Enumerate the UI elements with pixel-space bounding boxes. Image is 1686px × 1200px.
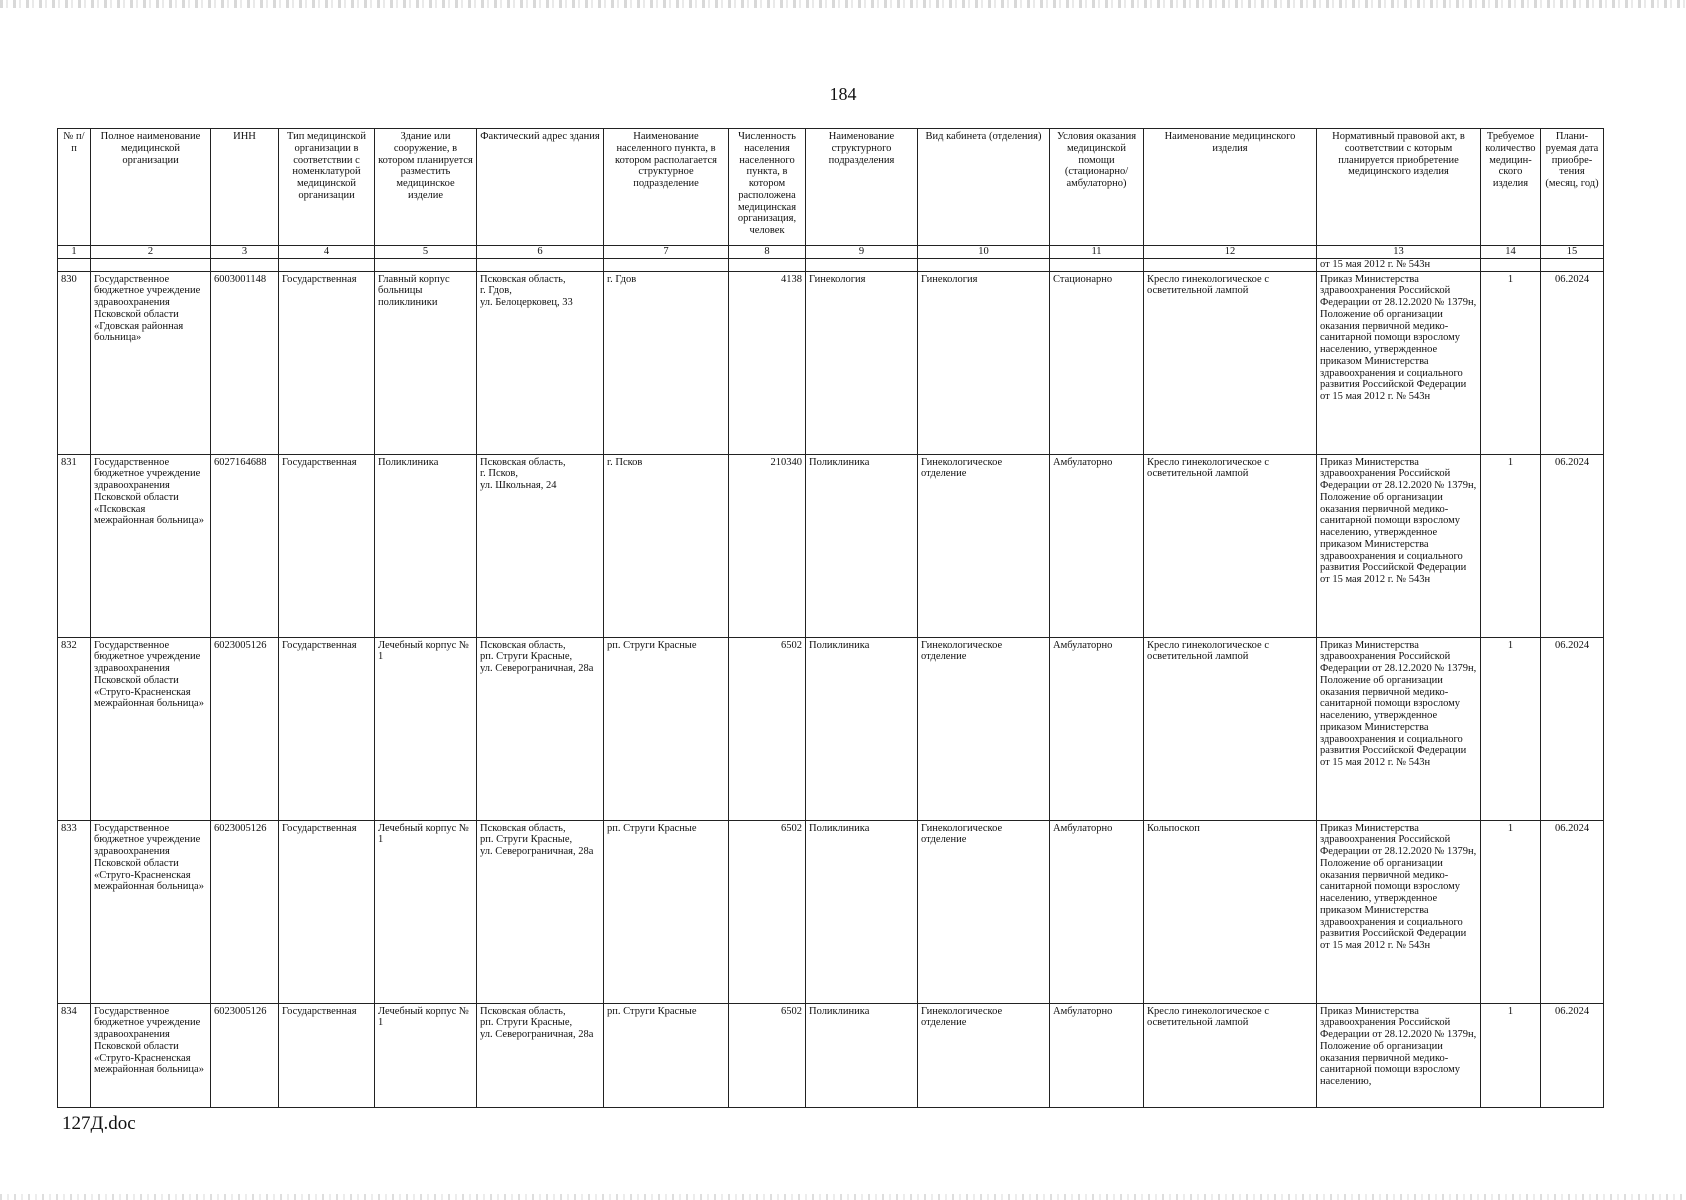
care-conditions: Стационарно [1050,271,1144,454]
column-number-row [58,246,1604,259]
empty-cell [918,258,1050,271]
empty-cell [1541,258,1604,271]
header-cell: Полное наименование медицинской организации [91,129,211,246]
column-number: 7 [604,246,729,259]
table-row [58,820,1604,1003]
column-number: 13 [1317,246,1481,259]
organization-type: Государственная [279,454,375,637]
device-name: Кресло гинекологическое с осветительной лампой [1144,637,1317,820]
inn: 6027164688 [211,454,279,637]
organization-type: Государственная [279,271,375,454]
header-cell: Тип медицинской организации в соответствии с номенклатурой медицинской организации [279,129,375,246]
column-number: 9 [806,246,918,259]
population: 6502 [729,637,806,820]
empty-cell [375,258,477,271]
address: Псковская область, г. Псков, ул. Школьная, 24 [477,454,604,637]
inn: 6003001148 [211,271,279,454]
structural-unit: Поликлиника [806,454,918,637]
column-number: 15 [1541,246,1604,259]
page-number: 184 [829,84,857,104]
column-number: 12 [1144,246,1317,259]
population: 4138 [729,271,806,454]
header-cell: ИНН [211,129,279,246]
table-row [58,454,1604,637]
population: 210340 [729,454,806,637]
table-row [58,1003,1604,1107]
structural-unit: Поликлиника [806,820,918,1003]
column-number: 5 [375,246,477,259]
legal-act: Приказ Министерства здравоохранения Российской Федерации от 28.12.2020 № 1379н, Положение об организации оказания первичной медико-санитарной помощи взрослому населению, [1317,1003,1481,1107]
column-number: 1 [58,246,91,259]
purchase-date: 06.2024 [1541,637,1604,820]
scan-edge-top [0,0,1686,8]
organization-type: Государственная [279,637,375,820]
purchase-date: 06.2024 [1541,820,1604,1003]
building: Лечебный корпус № 1 [375,820,477,1003]
header-cell: Здание или сооружение, в котором планируется разместить медицинское изделие [375,129,477,246]
population: 6502 [729,820,806,1003]
cabinet-type: Гинекологическое отделение [918,454,1050,637]
purchase-date: 06.2024 [1541,1003,1604,1107]
empty-cell [279,258,375,271]
organization-name: Государственное бюджетное учреждение здравоохранения Псковской области «Струго-Красненская межрайонная больница» [91,1003,211,1107]
legal-act: Приказ Министерства здравоохранения Российской Федерации от 28.12.2020 № 1379н, Положение об организации оказания первичной медико-санитарной помощи взрослому населению, утвержденное приказом Министерства здравоохранения и социального развития Российской Федерации от 15 мая 2012 г. № 543н [1317,454,1481,637]
device-name: Кресло гинекологическое с осветительной лампой [1144,271,1317,454]
empty-cell [211,258,279,271]
purchase-date: 06.2024 [1541,271,1604,454]
table-row [58,637,1604,820]
header-cell: Нормативный правовой акт, в соответствии с которым планируется приобретение медицинского изделия [1317,129,1481,246]
care-conditions: Амбулаторно [1050,637,1144,820]
scan-edge-bottom [0,1194,1686,1200]
population: 6502 [729,1003,806,1107]
carry-over-act: от 15 мая 2012 г. № 543н [1317,258,1481,271]
inn: 6023005126 [211,820,279,1003]
quantity: 1 [1481,1003,1541,1107]
organization-name: Государственное бюджетное учреждение здравоохранения Псковской области «Гдовская районная больница» [91,271,211,454]
legal-act: Приказ Министерства здравоохранения Российской Федерации от 28.12.2020 № 1379н, Положение об организации оказания первичной медико-санитарной помощи взрослому населению, утвержденное приказом Министерства здравоохранения и социального развития Российской Федерации от 15 мая 2012 г. № 543н [1317,820,1481,1003]
purchase-date: 06.2024 [1541,454,1604,637]
care-conditions: Амбулаторно [1050,820,1144,1003]
structural-unit: Поликлиника [806,1003,918,1107]
empty-cell [1144,258,1317,271]
empty-cell [91,258,211,271]
building: Лечебный корпус № 1 [375,1003,477,1107]
quantity: 1 [1481,271,1541,454]
column-number: 14 [1481,246,1541,259]
locality: рп. Струги Красные [604,1003,729,1107]
structural-unit: Гинекология [806,271,918,454]
locality: рп. Струги Красные [604,820,729,1003]
column-number: 11 [1050,246,1144,259]
row-number: 830 [58,271,91,454]
organization-name: Государственное бюджетное учреждение здравоохранения Псковской области «Струго-Красненская межрайонная больница» [91,637,211,820]
header-cell: Требуемое количество медицин-ского изделия [1481,129,1541,246]
address: Псковская область, рп. Струги Красные, ул. Северограничная, 28а [477,637,604,820]
header-cell: Наименование структурного подразделения [806,129,918,246]
table-header-row [58,129,1604,246]
device-name: Кресло гинекологическое с осветительной лампой [1144,1003,1317,1107]
equipment-table [57,128,1604,1108]
organization-type: Государственная [279,820,375,1003]
header-cell: Численность населения населенного пункта, в котором расположена медицинская организация, человек [729,129,806,246]
column-number: 2 [91,246,211,259]
legal-act: Приказ Министерства здравоохранения Российской Федерации от 28.12.2020 № 1379н, Положение об организации оказания первичной медико-санитарной помощи взрослому населению, утвержденное приказом Министерства здравоохранения и социального развития Российской Федерации от 15 мая 2012 г. № 543н [1317,271,1481,454]
empty-cell [806,258,918,271]
locality: г. Псков [604,454,729,637]
header-cell: № п/п [58,129,91,246]
inn: 6023005126 [211,1003,279,1107]
cabinet-type: Гинекологическое отделение [918,637,1050,820]
cabinet-type: Гинекология [918,271,1050,454]
address: Псковская область, г. Гдов, ул. Белоцерковец, 33 [477,271,604,454]
structural-unit: Поликлиника [806,637,918,820]
locality: г. Гдов [604,271,729,454]
carry-over-row [58,258,1604,271]
address: Псковская область, рп. Струги Красные, ул. Северограничная, 28а [477,820,604,1003]
row-number: 831 [58,454,91,637]
cabinet-type: Гинекологическое отделение [918,1003,1050,1107]
empty-cell [604,258,729,271]
organization-name: Государственное бюджетное учреждение здравоохранения Псковской области «Струго-Красненская межрайонная больница» [91,820,211,1003]
care-conditions: Амбулаторно [1050,1003,1144,1107]
cabinet-type: Гинекологическое отделение [918,820,1050,1003]
empty-cell [477,258,604,271]
device-name: Кольпоскоп [1144,820,1317,1003]
row-number: 833 [58,820,91,1003]
care-conditions: Амбулаторно [1050,454,1144,637]
organization-type: Государственная [279,1003,375,1107]
device-name: Кресло гинекологическое с осветительной лампой [1144,454,1317,637]
footer-filename: 127Д.doc [62,1113,136,1134]
building: Лечебный корпус № 1 [375,637,477,820]
column-number: 8 [729,246,806,259]
address: Псковская область, рп. Струги Красные, ул. Северограничная, 28а [477,1003,604,1107]
row-number: 832 [58,637,91,820]
building: Главный корпус больницы поликлиники [375,271,477,454]
row-number: 834 [58,1003,91,1107]
column-number: 6 [477,246,604,259]
header-cell: Фактический адрес здания [477,129,604,246]
inn: 6023005126 [211,637,279,820]
header-cell: Плани-руемая дата приобре-тения (месяц, год) [1541,129,1604,246]
header-cell: Условия оказания медицинской помощи (стационарно/ амбулаторно) [1050,129,1144,246]
quantity: 1 [1481,454,1541,637]
header-cell: Наименование населенного пункта, в котором располагается структурное подразделение [604,129,729,246]
column-number: 3 [211,246,279,259]
empty-cell [58,258,91,271]
organization-name: Государственное бюджетное учреждение здравоохранения Псковской области «Псковская межрайонная больница» [91,454,211,637]
empty-cell [1050,258,1144,271]
header-cell: Вид кабинета (отделения) [918,129,1050,246]
empty-cell [729,258,806,271]
legal-act: Приказ Министерства здравоохранения Российской Федерации от 28.12.2020 № 1379н, Положение об организации оказания первичной медико-санитарной помощи взрослому населению, утвержденное приказом Министерства здравоохранения и социального развития Российской Федерации от 15 мая 2012 г. № 543н [1317,637,1481,820]
empty-cell [1481,258,1541,271]
building: Поликлиника [375,454,477,637]
header-cell: Наименование медицинского изделия [1144,129,1317,246]
column-number: 10 [918,246,1050,259]
table-row [58,271,1604,454]
quantity: 1 [1481,637,1541,820]
column-number: 4 [279,246,375,259]
locality: рп. Струги Красные [604,637,729,820]
quantity: 1 [1481,820,1541,1003]
